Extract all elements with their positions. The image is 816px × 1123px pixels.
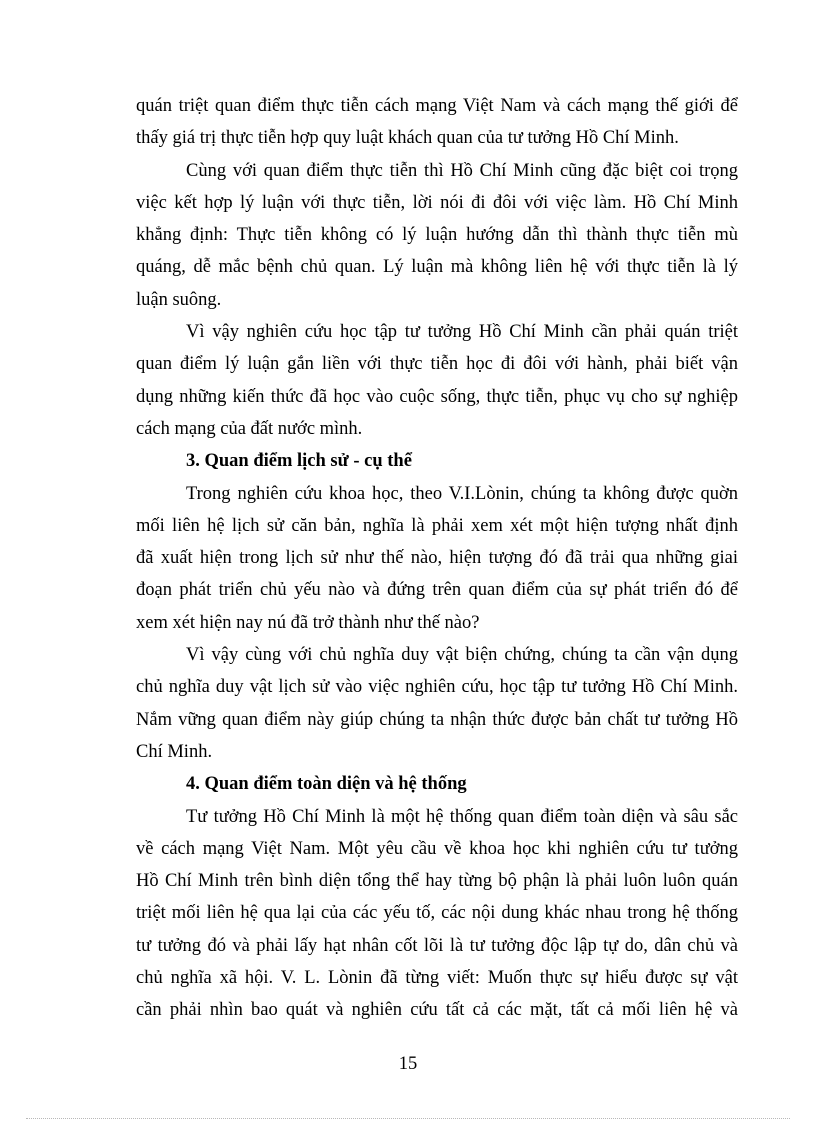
paragraph xyxy=(136,316,738,445)
text-line: khẳng định: Thực tiễn không có lý luận hướng dẫn thì thành thực tiễn mù xyxy=(136,225,738,246)
paragraph xyxy=(136,155,738,316)
text-line: Chí Minh. xyxy=(136,741,213,762)
text-line: tư tưởng đó và phải lấy hạt nhân cốt lõi là tư tưởng độc lập tự do, dân chủ và xyxy=(136,935,738,956)
paragraph xyxy=(136,90,738,155)
text-line: luận suông. xyxy=(136,289,222,310)
text-line: quan điểm lý luận gắn liền với thực tiễn học đi đôi với hành, phải biết vận xyxy=(136,354,738,375)
text-line: xem xét hiện nay nú đã trở thành như thế nào? xyxy=(136,612,480,633)
text-line: cách mạng của đất nước mình. xyxy=(136,418,363,439)
text-line: Hồ Chí Minh trên bình diện tổng thể hay từng bộ phận là phải luôn luôn quán xyxy=(136,871,738,892)
paragraph xyxy=(136,801,738,1027)
text-line: cần phải nhìn bao quát và nghiên cứu tất cả các mặt, tất cả mối liên hệ và xyxy=(136,1000,738,1021)
text-line: Trong nghiên cứu khoa học, theo V.I.Lònin, chúng ta không được quờn xyxy=(186,483,738,504)
text-line: mối liên hệ lịch sử căn bản, nghĩa là phải xem xét một hiện tượng nhất định xyxy=(136,515,738,536)
text-line: Tư tưởng Hồ Chí Minh là một hệ thống quan điểm toàn diện và sâu sắc xyxy=(186,806,738,827)
text-line: Vì vậy cùng với chủ nghĩa duy vật biện chứng, chúng ta cần vận dụng xyxy=(186,645,738,666)
text-line: Cùng với quan điểm thực tiễn thì Hồ Chí Minh cũng đặc biệt coi trọng xyxy=(186,160,738,181)
text-line: dụng những kiến thức đã học vào cuộc sống, thực tiễn, phục vụ cho sự nghiệp xyxy=(136,386,738,407)
document-body xyxy=(136,90,738,1027)
text-line: quán triệt quan điểm thực tiễn cách mạng Việt Nam và cách mạng thế giới để xyxy=(136,96,738,116)
text-line: chủ nghĩa xã hội. V. L. Lònin đã từng viết: Muốn thực sự hiểu được sự vật xyxy=(136,968,738,989)
text-line: về cách mạng Việt Nam. Một yêu cầu về khoa học khi nghiên cứu tư tưởng xyxy=(136,838,738,859)
paragraph xyxy=(136,478,738,639)
page-number: 15 xyxy=(398,1054,418,1074)
text-line: quáng, dễ mắc bệnh chủ quan. Lý luận mà không liên hệ với thực tiễn là lý xyxy=(136,257,738,278)
text-line: đã xuất hiện trong lịch sử như thế nào, hiện tượng đó đã trải qua những giai xyxy=(136,548,738,569)
section-heading: 4. Quan điểm toàn diện và hệ thống xyxy=(186,774,467,795)
text-line: thấy giá trị thực tiễn hợp quy luật khách quan của tư tưởng Hồ Chí Minh. xyxy=(136,128,679,149)
text-line: chủ nghĩa duy vật lịch sử vào việc nghiên cứu, học tập tư tưởng Hồ Chí Minh. xyxy=(136,677,738,698)
text-line: Nắm vững quan điểm này giúp chúng ta nhận thức được bản chất tư tưởng Hồ xyxy=(136,709,738,730)
text-line: Vì vậy nghiên cứu học tập tư tưởng Hồ Chí Minh cần phải quán triệt xyxy=(186,322,738,343)
text-line: triệt mối liên hệ qua lại của các yếu tố, các nội dung khác nhau trong hệ thống xyxy=(136,903,738,924)
page-bottom-dotted-rule xyxy=(26,1118,790,1119)
section-heading: 3. Quan điểm lịch sử - cụ thể xyxy=(186,451,412,472)
paragraph xyxy=(136,639,738,768)
text-line: đoạn phát triển chủ yếu nào và đứng trên quan điểm của sự phát triển đó để xyxy=(136,580,738,601)
text-line: việc kết hợp lý luận với thực tiễn, lời nói đi đôi với việc làm. Hồ Chí Minh xyxy=(136,192,738,213)
